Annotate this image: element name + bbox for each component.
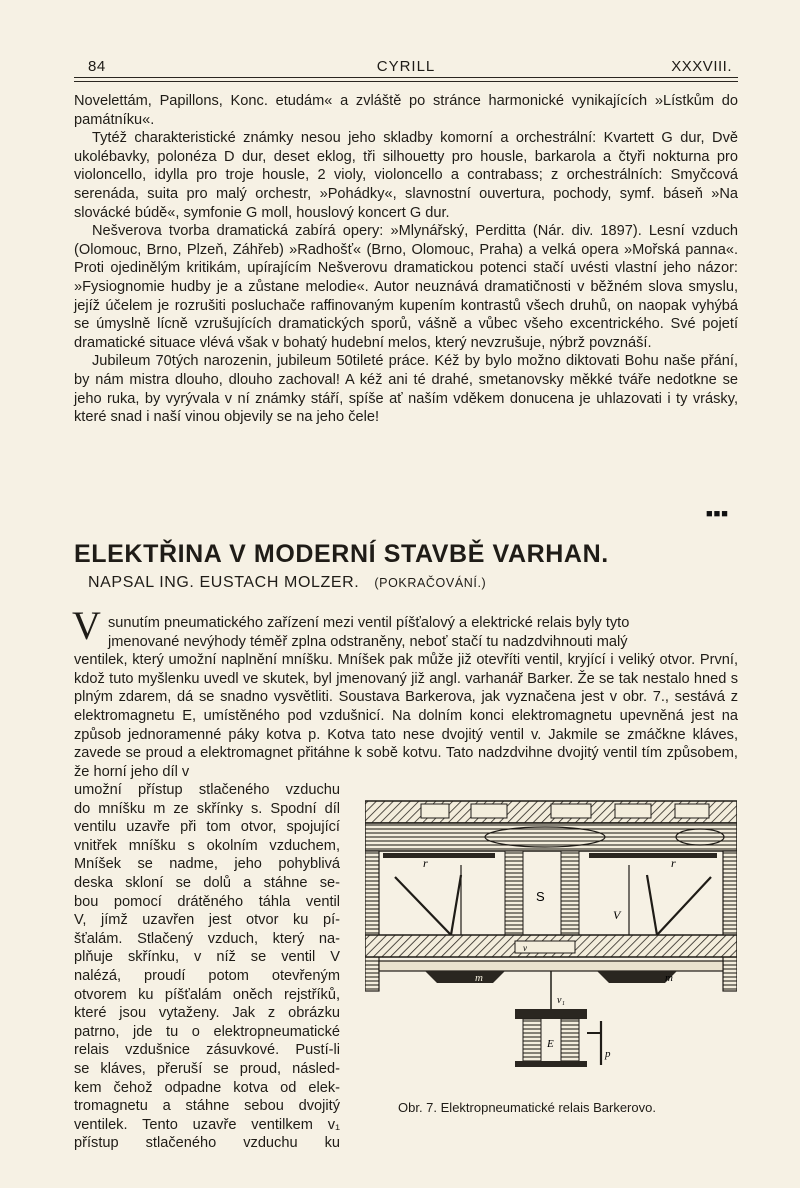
channel-wall	[505, 851, 523, 935]
article-intro-text	[74, 614, 738, 781]
text-line: V, jímž uzavřen jest otvor ku pí-	[74, 912, 340, 929]
magnet-top-plate	[515, 1009, 587, 1019]
text-line: se kláves, přeruší se proud, násled-	[74, 1060, 340, 1077]
volume-number: XXXVIII.	[671, 58, 732, 75]
paragraph: ventilek, který umožní naplnění mníšku. Mníšek pak může již otevříti ventil, kryjící i veliký otvor. První, kdož tuto myšlenku uvedl ve skutek, byl jmenovaný již angl. varhanář Barker. Že se tak nestalo hned s plným zdarem, dá se snadno vysvětliti. Soustava Barkerova, jak vyznačena jest v obr. 7., sestává z elektromagnetu E, umístěného pod vzdušnicí. Na dolním konci elektromagnetu upevněná jest na způsob jednoramenné páky kotva p. Kotva tato nese dvojitý ventil v. Jakmile se zmáčkne kláves, zavede se proud a elektromagnet přitáhne k sobě kotvu. Tato nadzdvihne dvojitý ventil tím způsobem, že horní jeho díl v	[74, 652, 738, 780]
board-slot	[471, 804, 507, 818]
text-line: relais vzdušnice zásuvkové. Pustí-li	[74, 1042, 340, 1059]
text-line: do mníšku m ze skřínky s. Spodní díl	[74, 800, 340, 817]
page-number: 84	[88, 58, 106, 75]
magnet-coil	[561, 1019, 579, 1061]
board-slot	[551, 804, 591, 818]
paragraph: Nešverova tvorba dramatická zabírá opery: »Mlynářský, Perditta (Nár. div. 1897). Lesní vzduch (Olomouc, Brno, Plzeň, Záhřeb) »Radhošť« (Brno, Olomouc, Praha) a velká opera »Mořská panna«. Proti ojedinělým kritikám, upírajícím Nešverovu dramatickou potenci stačí uvésti vlastní jeho názor: »Fysiognomie hudby je a zůstane melodie«. Autor neuznává dramatičnosti v běžném slova smyslu, jejíž účelem je rozrušiti posluchače raffinovaným kupením kontrastů všech druhů, on naopak vyhýbá se úmyslně lícně vzrušujících dramatických sporů, vášně a vůbec všeho excentrického. Své pojetí dramatické situace vlévá však v bohatý hudební melos, který nevzrušuje, nýbrž povznáší.	[74, 223, 738, 351]
label-r-left: r	[423, 856, 428, 870]
board-slot	[421, 804, 449, 818]
header-rule	[74, 77, 738, 82]
text-line: plňuje skřínku, v níž se ventil V	[74, 949, 340, 966]
text-line: šťalám. Stlačený vzduch, který na-	[74, 930, 340, 947]
label-r-right: r	[671, 856, 676, 870]
label-V: V	[613, 908, 621, 922]
text-line: deska skloní se dolů a stáhne se-	[74, 874, 340, 891]
label-m: m	[475, 972, 483, 984]
byline	[88, 574, 728, 592]
spring-left	[395, 875, 461, 935]
label-s: S	[536, 889, 545, 904]
text-line: přístup stlačeného vzduchu ku	[74, 1135, 340, 1152]
previous-article-text	[74, 92, 738, 427]
magnet-base	[515, 1061, 587, 1067]
text-line: nalézá, proudí potom otevřeným	[74, 967, 340, 984]
text-line: umožní přístup stlačeného vzduchu	[74, 782, 340, 798]
text-line: patrno, jde tu o elektropneumatické	[74, 1023, 340, 1040]
text-line: jmenované nevýhody téměř zplna odstraněny, neboť stačí tu nadzdvihnouti malý	[108, 633, 628, 650]
figure-caption: Obr. 7. Elektropneumatické relais Barkerovo.	[398, 1100, 656, 1115]
text-line: tromagnetu a stáhne sebou dvojitý	[74, 1098, 340, 1115]
text-line: ventilu uzavře při tom otvor, spojující	[74, 819, 340, 836]
label-v1: v₁	[557, 995, 565, 1006]
continued-note: (POKRAČOVÁNÍ.)	[374, 576, 487, 590]
channel-wall	[561, 851, 579, 935]
magnet-coil	[523, 1019, 541, 1061]
board-slot	[615, 804, 651, 818]
running-header	[74, 56, 738, 78]
paragraph: Jubileum 70tých narozenin, jubileum 50tileté práce. Kéž by bylo možno diktovati Bohu naše přání, by nám mistra dlouho, dlouho zachoval! A kéž ani té drahé, smetanovsky měkké tváře nedotkne se jeho ruka, by vyrývala v ní známky stáří, spíše ať naším vděkem donucena je uhlazovati i ty vrásky, které snad i naší vinou objevily se na jeho čele!	[74, 353, 738, 426]
label-E: E	[547, 1038, 554, 1050]
left-wall	[365, 851, 379, 991]
article-end-mark: ■■■	[706, 508, 729, 520]
paragraph: Novelettám, Papillons, Konc. etudám« a zvláště po stránce harmonické vynikajících »Lístkům do památníku«.	[74, 93, 738, 128]
journal-title: CYRILL	[376, 58, 436, 75]
drop-cap: V	[72, 603, 101, 648]
label-m2: m	[665, 972, 673, 984]
label-p: p	[605, 1048, 611, 1060]
text-line: které jsou vytaženy. Jak z obrázku	[74, 1005, 340, 1022]
text-line: vnitřek mníšku s okolním vzduchem,	[74, 837, 340, 854]
paragraph: Tytéž charakteristické známky nesou jeho skladby komorní a orchestrální: Kvartett G dur, Dvě ukolébavky, polonéza D dur, deset eklog, tři silhouetty pro housle, barkarola a čtyři nokturna pro violoncello, idylla pro troje housle, 2 violy, violoncello a contrabass; z orchestrálních: Smyčcová serenáda, suita pro malý orchestr, »Pohádky«, slavnostní ouvertura, pochody, symf. báseň »Na slovácké búdě«, symfonie G moll, houslový koncert G dur.	[74, 130, 738, 221]
right-wall	[723, 851, 737, 991]
text-line: otvorem ku píšťalám oněch rejstříků,	[74, 986, 340, 1003]
author-line: NAPSAL ING. EUSTACH MOLZER.	[88, 574, 360, 591]
relay-diagram	[365, 795, 737, 1093]
text-line: bou pomocí drátěného táhla ventil	[74, 893, 340, 910]
text-line: ventilek. Tento uzavře ventilkem v₁	[74, 1116, 340, 1133]
text-line: Mníšek se nadme, jeho pohyblivá	[74, 856, 340, 873]
text-line: kem čehož odpadne kotva od elek-	[74, 1079, 340, 1096]
text-line: sunutím pneumatického zařízení mezi ventil píšťalový a elektrické relais byly tyto	[108, 615, 630, 631]
label-v: v	[523, 943, 527, 953]
board-slot	[675, 804, 709, 818]
article-title: ELEKTŘINA V MODERNÍ STAVBĚ VARHAN.	[74, 540, 609, 568]
spring-right	[647, 875, 711, 935]
left-column-text	[74, 781, 340, 1153]
bellows-left	[425, 971, 505, 983]
bellows-plate	[379, 961, 723, 971]
